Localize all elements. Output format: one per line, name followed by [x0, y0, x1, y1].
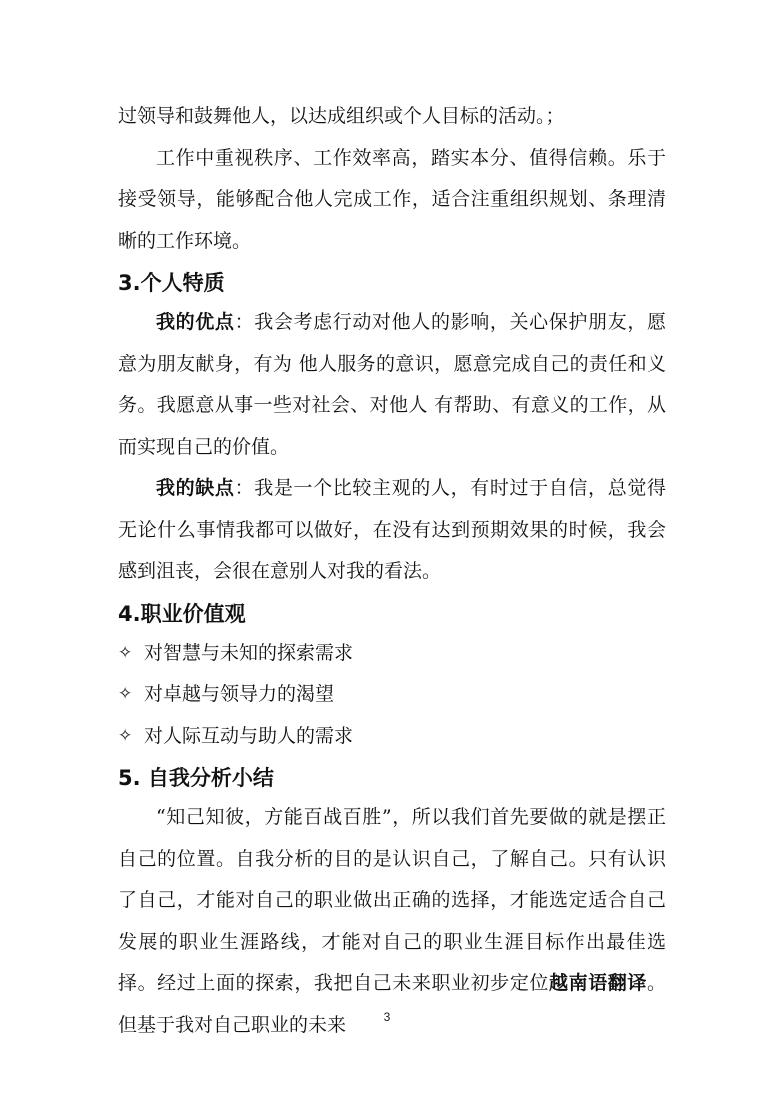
- diamond-star-icon: ✧: [118, 725, 133, 746]
- work-style-paragraph: 工作中重视秩序、工作效率高，踏实本分、值得信赖。乐于接受领导，能够配合他人完成工作，适合注重组织规划、条理清晰的工作环境。: [118, 146, 666, 252]
- strengths-paragraph: [118, 302, 666, 468]
- section-heading-self-analysis-summary: 5. 自我分析小结: [118, 766, 274, 790]
- page-number: 3: [383, 1010, 391, 1024]
- list-item: [118, 633, 666, 675]
- section-heading-personal-traits: 3.个人特质: [118, 271, 225, 295]
- summary-paragraph: [118, 797, 666, 1046]
- career-values-list: [118, 633, 666, 758]
- strengths-label: 我的优点: [156, 311, 235, 333]
- section-heading-career-values: 4.职业价值观: [118, 601, 246, 626]
- weaknesses-text: ：我是一个比较主观的人，有时过于自信，总觉得无论什么事情我都可以做好，在没有达到预期效果的时候，我会感到沮丧，会很在意别人对我的看法。: [118, 477, 666, 582]
- continuation-paragraph: 过领导和鼓舞他人，以达成组织或个人目标的活动。；: [118, 105, 565, 127]
- list-item-text: 对卓越与领导力的渴望: [144, 683, 335, 705]
- summary-text-after: 。但基于我对自己职业的未来: [118, 972, 666, 1036]
- list-item-text: 对人际互动与助人的需求: [144, 724, 354, 747]
- diamond-star-icon: ✧: [118, 642, 133, 663]
- diamond-star-icon: ✧: [118, 684, 133, 704]
- weaknesses-paragraph: [118, 468, 666, 593]
- career-highlight: 越南语翻译: [549, 972, 647, 994]
- list-item: [118, 716, 666, 758]
- strengths-text: ：我会考虑行动对他人的影响，关心保护朋友，愿意为朋友献身，有为 他人服务的意识，愿意完成自己的责任和义务。我愿意从事一些对社会、对他人 有帮助、有意义的工作，从而实现自己的价值。: [118, 311, 666, 458]
- summary-text-before: “知己知彼，方能百战百胜”，所以我们首先要做的就是摆正自己的位置。自我分析的目的是认识自己，了解自己。只有认识了自己，才能对自己的职业做出正确的选择，才能选定适合自己发展的职业生涯路线，才能对自己的职业生涯目标作出最佳选择。经过上面的探索，我把自己未来职业初步定位: [118, 806, 666, 994]
- page-content: [118, 96, 666, 1046]
- list-item-text: 对智慧与未知的探索需求: [144, 641, 354, 664]
- weaknesses-label: 我的缺点: [156, 477, 235, 499]
- list-item: [118, 674, 666, 716]
